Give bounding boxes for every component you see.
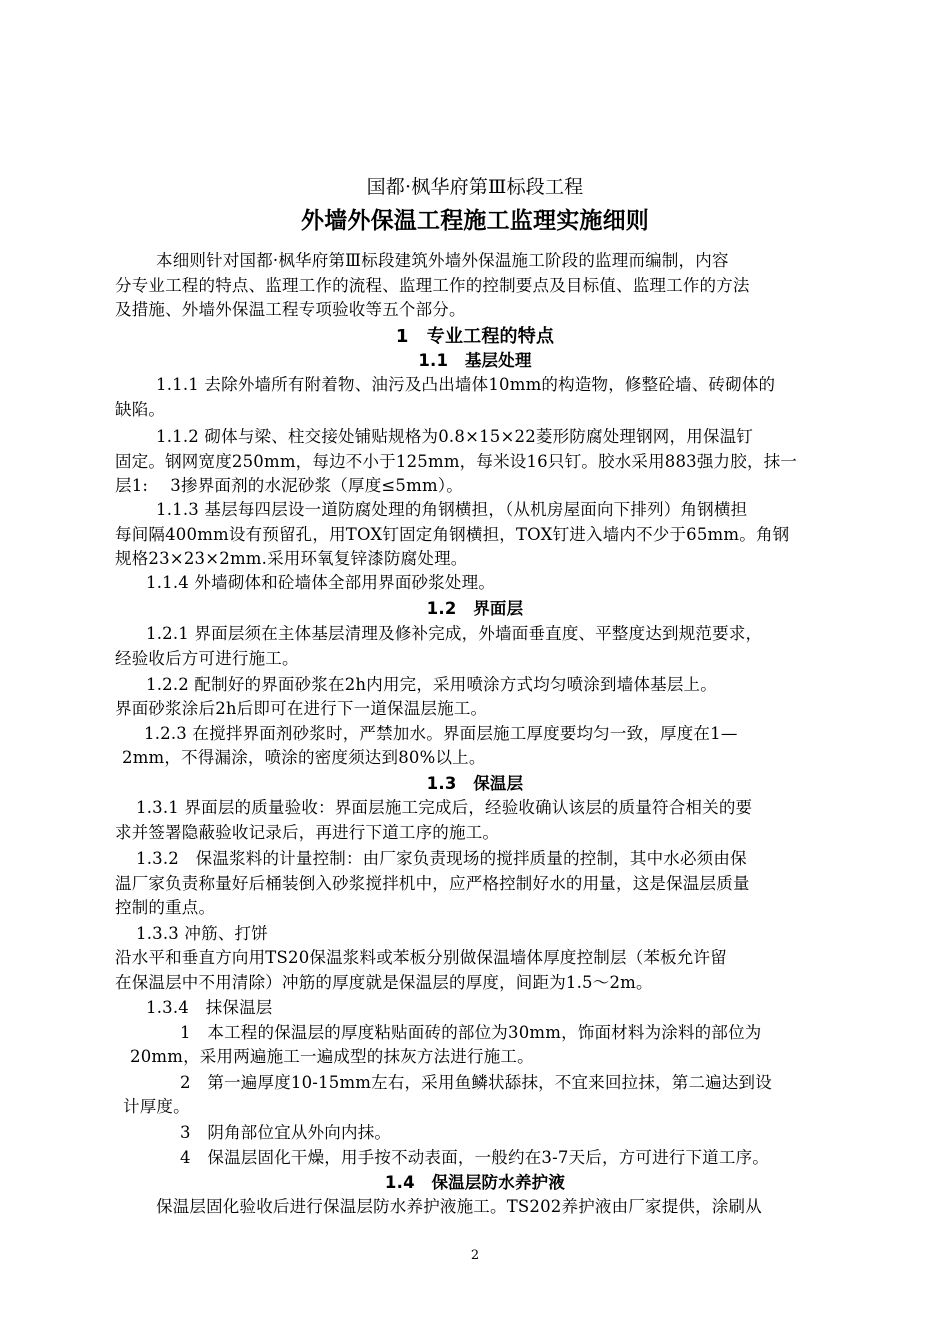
list-item-line: 计厚度。 (123, 1097, 190, 1116)
paragraph-line: 规格23×23×2mm.采用环氧复锌漆防腐处理。 (115, 549, 468, 568)
intro-line: 本细则针对国都·枫华府第Ⅲ标段建筑外墙外保温施工阶段的监理而编制，内容 (156, 251, 729, 270)
paragraph-line: 1.2.3 在搅拌界面剂砂浆时，严禁加水。界面层施工厚度要均匀一致，厚度在1— (144, 724, 738, 743)
paragraph-line: 1.3.2 保温浆料的计量控制：由厂家负责现场的搅拌质量的控制，其中水必须由保 (136, 849, 747, 868)
paragraph-line: 2mm，不得漏涂，喷涂的密度须达到80%以上。 (122, 748, 486, 767)
subsection-heading: 1.2 界面层 (426, 599, 524, 618)
subsection-heading: 1.4 保温层防水养护液 (384, 1173, 566, 1192)
list-item-line: 20mm，采用两遍施工一遍成型的抹灰方法进行施工。 (130, 1047, 534, 1066)
intro-line: 及措施、外墙外保温工程专项验收等五个部分。 (115, 300, 466, 319)
paragraph-line: 1.1.3 基层每四层设一道防腐处理的角钢横担，（从机房屋面向下排列）角钢横担 (156, 500, 748, 519)
paragraph-line: 固定。钢网宽度250mm，每边不小于125mm，每米设16只钉。胶水采用883强力胶，抹一 (115, 452, 798, 471)
paragraph-line: 1.1.2 砌体与梁、柱交接处铺贴规格为0.8×15×22菱形防腐处理钢网，用保温钉 (156, 427, 754, 446)
page-number: 2 (470, 1248, 480, 1263)
paragraph-line: 1.3.4 抹保温层 (146, 998, 273, 1017)
document-title: 外墙外保温工程施工监理实施细则 (301, 208, 649, 234)
paragraph-line: 1.2.2 配制好的界面砂浆在2h内用完，采用喷涂方式均匀喷涂到墙体基层上。 (146, 675, 717, 694)
list-item-line: 3 阴角部位宜从外向内抹。 (180, 1123, 392, 1142)
paragraph-line: 界面砂浆涂后2h后即可在进行下一道保温层施工。 (115, 699, 488, 718)
paragraph-line: 每间隔400mm设有预留孔，用TOX钉固定角钢横担，TOX钉进入墙内不少于65mm。角钢 (115, 525, 790, 544)
subsection-heading: 1.1 基层处理 (418, 351, 532, 370)
paragraph-line: 沿水平和垂直方向用TS20保温浆料或苯板分别做保温墙体厚度控制层（苯板允许留 (115, 948, 727, 967)
list-item-line: 4 保温层固化干燥，用手按不动表面，一般约在3-7天后，方可进行下道工序。 (180, 1148, 769, 1167)
subsection-heading: 1.3 保温层 (426, 774, 524, 793)
paragraph-line: 控制的重点。 (115, 898, 216, 917)
list-item-line: 1 本工程的保温层的厚度粘贴面砖的部位为30mm，饰面材料为涂料的部位为 (180, 1023, 762, 1042)
paragraph-line: 1.3.1 界面层的质量验收：界面层施工完成后，经验收确认该层的质量符合相关的要 (136, 798, 753, 817)
paragraph-line: 保温层固化验收后进行保温层防水养护液施工。TS202养护液由厂家提供，涂刷从 (156, 1197, 762, 1216)
paragraph-line: 1.2.1 界面层须在主体基层清理及修补完成，外墙面垂直度、平整度达到规范要求， (146, 624, 763, 643)
paragraph-line: 在保温层中不用清除）冲筋的厚度就是保温层的厚度，间距为1.5～2m。 (115, 973, 653, 992)
paragraph-line: 1.1.1 去除外墙所有附着物、油污及凸出墙体10mm的构造物，修整砼墙、砖砌体的 (156, 375, 776, 394)
paragraph-line: 层1: 3掺界面剂的水泥砂浆（厚度≤5mm）。 (115, 476, 463, 495)
paragraph-line: 温厂家负责称量好后桶装倒入砂浆搅拌机中，应严格控制好水的用量，这是保温层质量 (115, 874, 750, 893)
paragraph-line: 1.3.3 冲筋、打饼 (136, 924, 268, 943)
intro-line: 分专业工程的特点、监理工作的流程、监理工作的控制要点及目标值、监理工作的方法 (115, 276, 750, 295)
section-heading: 1 专业工程的特点 (395, 326, 555, 347)
paragraph-line: 1.1.4 外墙砌体和砼墙体全部用界面砂浆处理。 (146, 573, 496, 592)
paragraph-line: 经验收后方可进行施工。 (115, 649, 299, 668)
paragraph-line: 求并签署隐蔽验收记录后，再进行下道工序的施工。 (115, 823, 500, 842)
project-name: 国都·枫华府第Ⅲ标段工程 (366, 176, 584, 198)
list-item-line: 2 第一遍厚度10-15mm左右，采用鱼鳞状舔抹，不宜来回拉抹，第二遍达到设 (180, 1073, 772, 1092)
paragraph-line: 缺陷。 (115, 400, 166, 419)
